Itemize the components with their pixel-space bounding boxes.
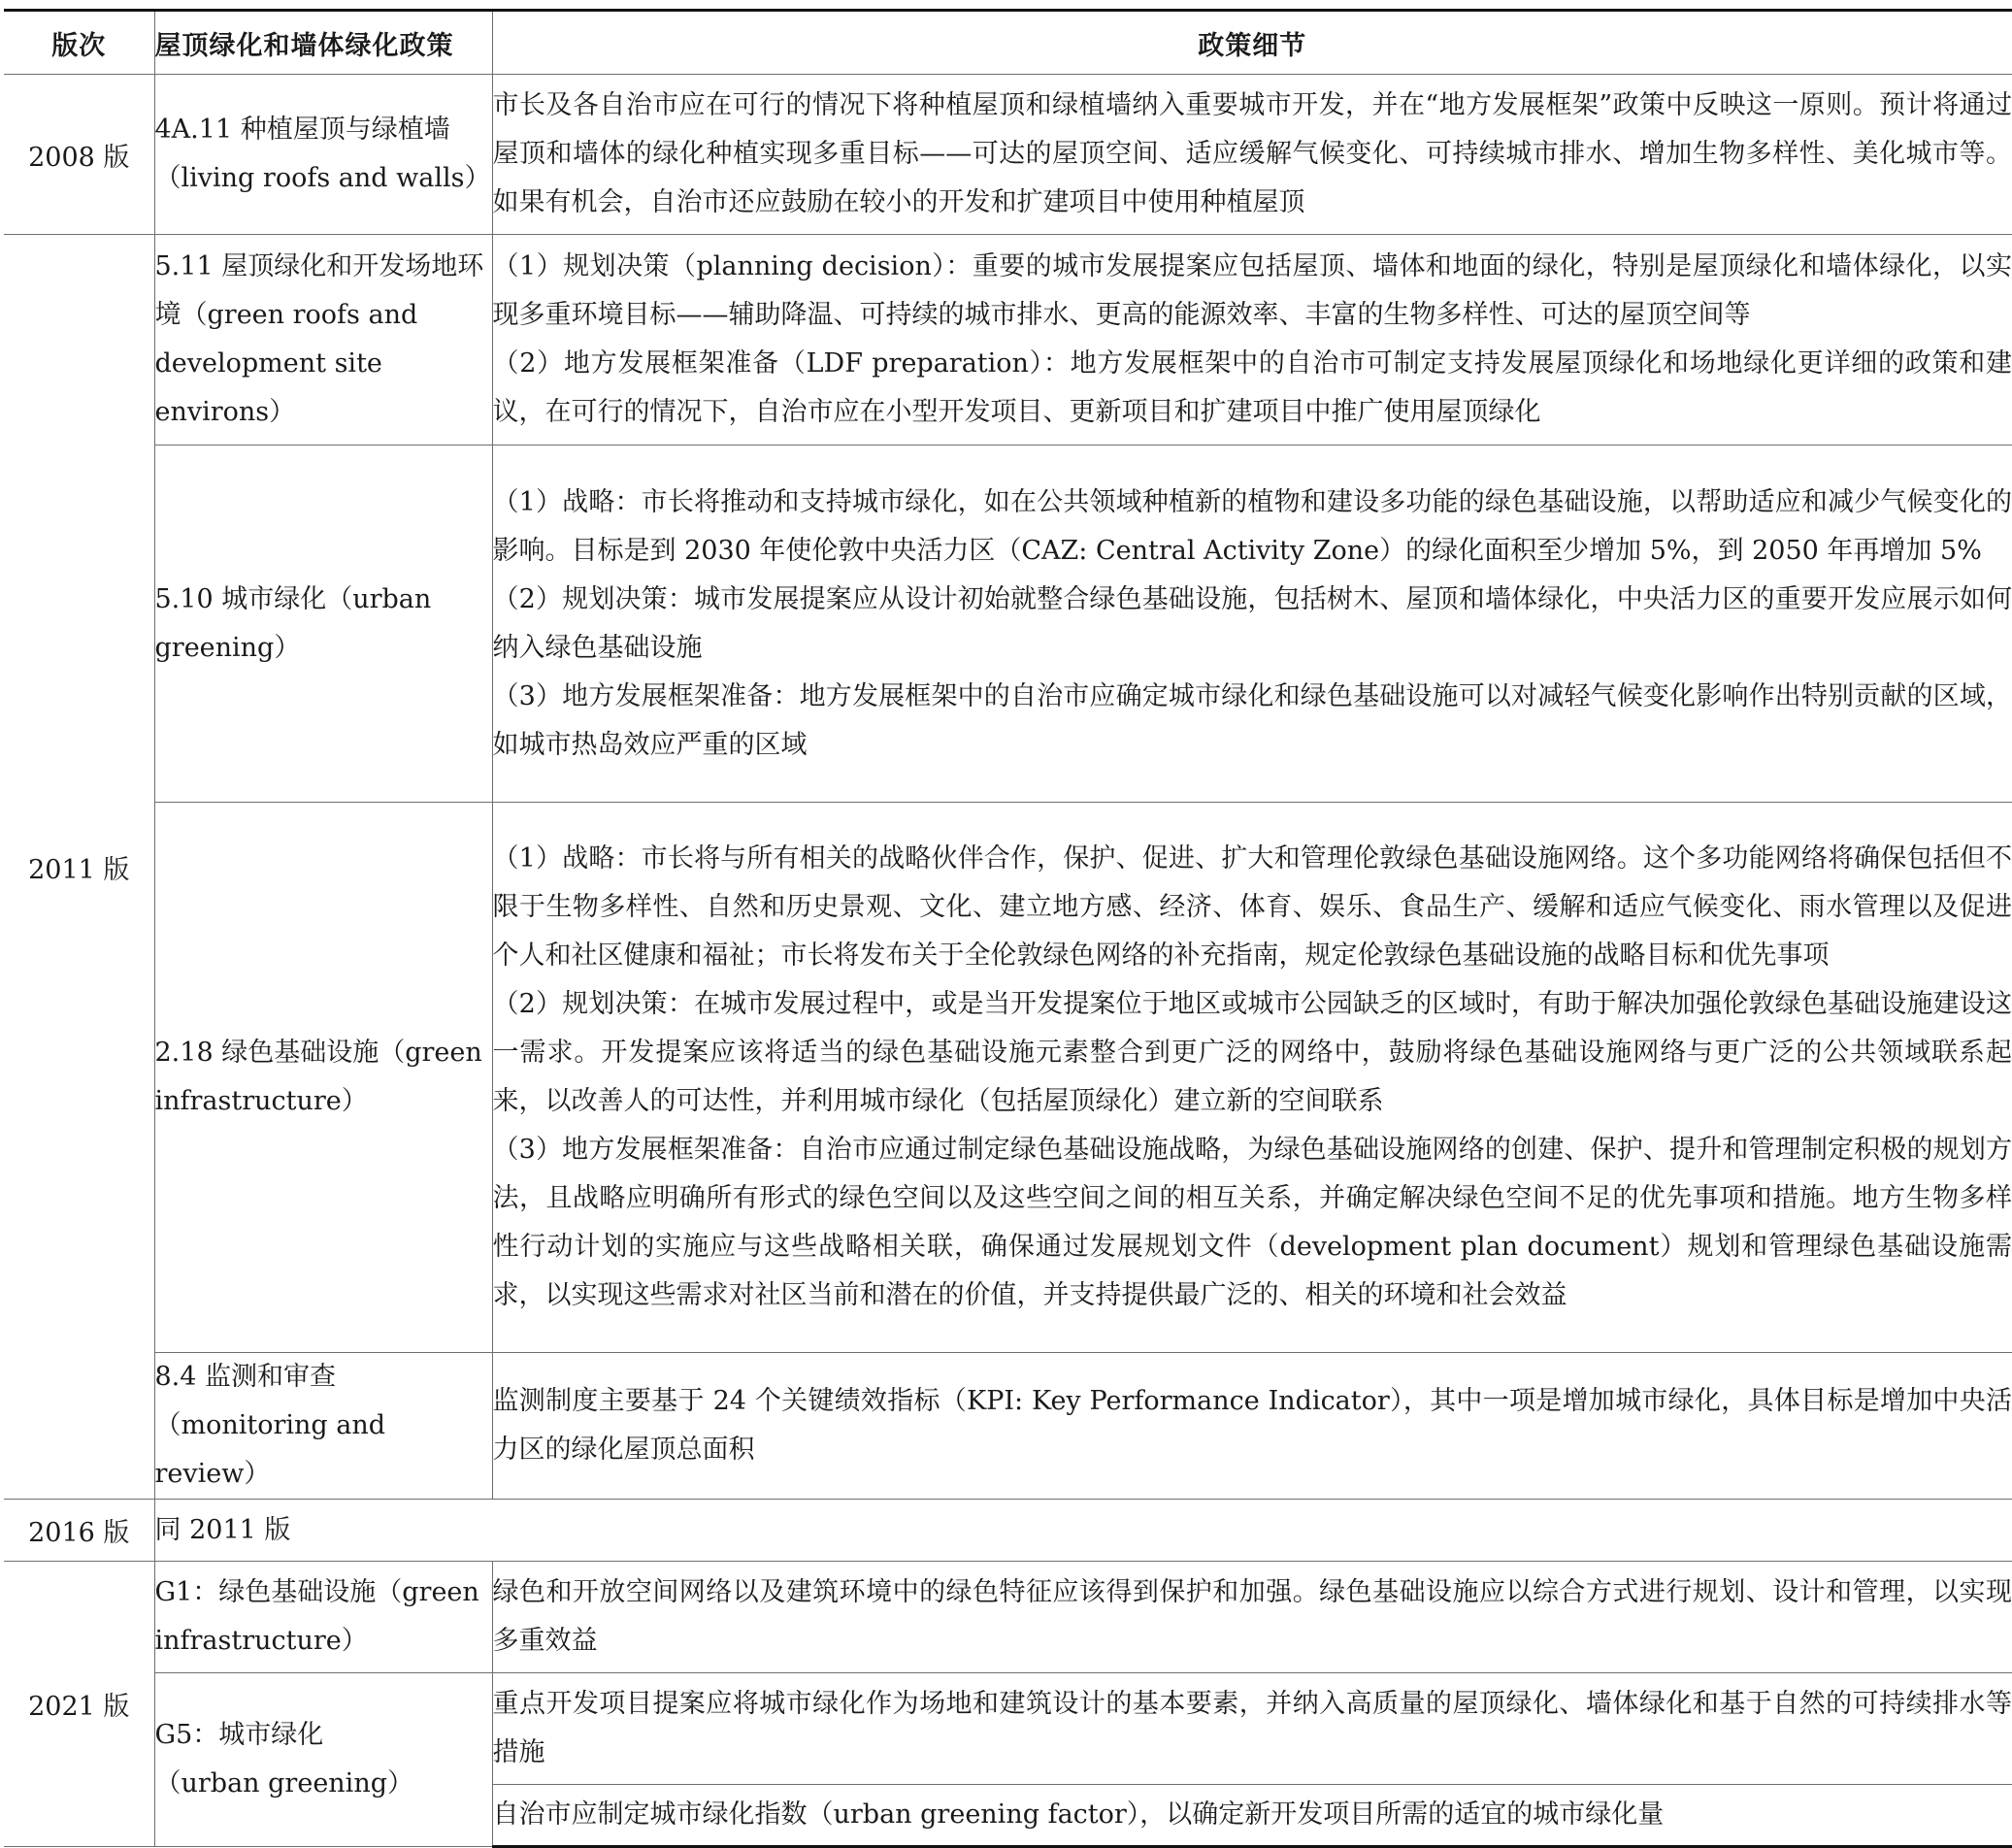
policy-title: 2.18 绿色基础设施 xyxy=(155,1038,379,1068)
detail-paragraph: （3）地方发展框架准备：地方发展框架中的自治市应确定城市绿化和绿色基础设施可以对减轻气候变化影响作出特别贡献的区域，如城市热岛效应严重的区域 xyxy=(493,673,2012,770)
policy-english: （living roofs and walls） xyxy=(155,154,492,203)
policy-title: 8.4 监测和审查 xyxy=(155,1362,337,1392)
detail-paragraph: 自治市应制定城市绿化指数（urban greening factor），以确定新开发项目所需的适宜的城市绿化量 xyxy=(493,1791,2012,1839)
policy-english: （green roofs and development site environs） xyxy=(155,300,418,427)
table-row xyxy=(4,75,2012,235)
detail-paragraph: （1）规划决策（planning decision）：重要的城市发展提案应包括屋顶、墙体和地面的绿化，特别是屋顶绿化和墙体绿化，以实现多重环境目标——辅助降温、可持续的城市排水、更高的能源效率、丰富的生物多样性、可达的屋顶空间等 xyxy=(493,243,2012,340)
policy-cell xyxy=(154,803,492,1353)
policy-title: 4A.11 种植屋顶与绿植墙 xyxy=(155,115,450,145)
policy-cell xyxy=(154,1353,492,1500)
detail-paragraph: （2）规划决策：城市发展提案应从设计初始就整合绿色基础设施，包括树木、屋顶和墙体绿化，中央活力区的重要开发应展示如何纳入绿色基础设施 xyxy=(493,576,2012,673)
table-row xyxy=(4,1562,2012,1673)
policy-table xyxy=(4,9,2012,1848)
policy-title: 5.11 屋顶绿化和开发场地环境 xyxy=(155,251,484,330)
policy-english: （green infrastructure） xyxy=(155,1577,479,1656)
detail-paragraph: 绿色和开放空间网络以及建筑环境中的绿色特征应该得到保护和加强。绿色基础设施应以综合方式进行规划、设计和管理，以实现多重效益 xyxy=(493,1568,2012,1666)
policy-title: G1：绿色基础设施 xyxy=(155,1577,377,1607)
policy-cell xyxy=(154,1673,492,1847)
detail-cell xyxy=(492,235,2012,446)
header-version: 版次 xyxy=(4,11,154,75)
table-row xyxy=(4,803,2012,1353)
version-cell-2021: 2021 版 xyxy=(4,1562,154,1847)
version-cell-2016: 2016 版 xyxy=(4,1500,154,1562)
detail-paragraph: （3）地方发展框架准备：自治市应通过制定绿色基础设施战略，为绿色基础设施网络的创建、保护、提升和管理制定积极的规划方法，且战略应明确所有形式的绿色空间以及这些空间之间的相互关系，并确定解决绿色空间不足的优先事项和措施。地方生物多样性行动计划的实施应与这些战略相关联，确保通过发展规划文件（development plan document）规划和管理绿色基础设施需求，以实现这些需求对社区当前和潜在的价值，并支持提供最广泛的、相关的环境和社会效益 xyxy=(493,1126,2012,1320)
policy-title: G5：城市绿化 xyxy=(155,1720,324,1750)
detail-paragraph: （1）战略：市长将推动和支持城市绿化，如在公共领域种植新的植物和建设多功能的绿色基础设施，以帮助适应和减少气候变化的影响。目标是到 2030 年使伦敦中央活力区（CAZ: Central Activity Zone）的绿化面积至少增加 5%，到 2050 年再增加 5% xyxy=(493,478,2012,576)
policy-cell xyxy=(154,75,492,235)
detail-paragraph: 监测制度主要基于 24 个关键绩效指标（KPI: Key Performance Indicator），其中一项是增加城市绿化，具体目标是增加中央活力区的绿化屋顶总面积 xyxy=(493,1377,2012,1474)
policy-english: （green infrastructure） xyxy=(155,1038,482,1116)
policy-english: （urban greening） xyxy=(155,584,432,663)
detail-paragraph: （1）战略：市长将与所有相关的战略伙伴合作，保护、促进、扩大和管理伦敦绿色基础设施网络。这个多功能网络将确保包括但不限于生物多样性、自然和历史景观、文化、建立地方感、经济、体育、娱乐、食品生产、缓解和适应气候变化、雨水管理以及促进个人和社区健康和福祉；市长将发布关于全伦敦绿色网络的补充指南，规定伦敦绿色基础设施的战略目标和优先事项 xyxy=(493,835,2012,980)
header-detail: 政策细节 xyxy=(492,11,2012,75)
version-cell-2011: 2011 版 xyxy=(4,235,154,1500)
detail-cell xyxy=(492,803,2012,1353)
policy-cell xyxy=(154,235,492,446)
table-row xyxy=(4,446,2012,803)
detail-paragraph: 市长及各自治市应在可行的情况下将种植屋顶和绿植墙纳入重要城市开发，并在“地方发展框架”政策中反映这一原则。预计将通过屋顶和墙体的绿化种植实现多重目标——可达的屋顶空间、适应缓解气候变化、可持续城市排水、增加生物多样性、美化城市等。如果有机会，自治市还应鼓励在较小的开发和扩建项目中使用种植屋顶 xyxy=(493,82,2012,227)
table-row xyxy=(4,1353,2012,1500)
detail-paragraph: （2）地方发展框架准备（LDF preparation）：地方发展框架中的自治市可制定支持发展屋顶绿化和场地绿化更详细的政策和建议，在可行的情况下，自治市应在小型开发项目、更新项目和扩建项目中推广使用屋顶绿化 xyxy=(493,340,2012,437)
table-row xyxy=(4,1500,2012,1562)
policy-title: 5.10 城市绿化 xyxy=(155,584,327,614)
detail-cell xyxy=(492,1562,2012,1673)
detail-cell xyxy=(492,75,2012,235)
policy-cell xyxy=(154,446,492,803)
policy-cell xyxy=(154,1562,492,1673)
detail-paragraph: 重点开发项目提案应将城市绿化作为场地和建筑设计的基本要素，并纳入高质量的屋顶绿化、墙体绿化和基于自然的可持续排水等措施 xyxy=(493,1680,2012,1777)
table-row xyxy=(4,1673,2012,1785)
version-cell-2008: 2008 版 xyxy=(4,75,154,235)
detail-cell xyxy=(492,1353,2012,1500)
same-as-2011-cell: 同 2011 版 xyxy=(154,1500,2012,1562)
header-policy: 屋顶绿化和墙体绿化政策 xyxy=(154,11,492,75)
detail-paragraph: （2）规划决策：在城市发展过程中，或是当开发提案位于地区或城市公园缺乏的区域时，有助于解决加强伦敦绿色基础设施建设这一需求。开发提案应该将适当的绿色基础设施元素整合到更广泛的网络中，鼓励将绿色基础设施网络与更广泛的公共领域联系起来，以改善人的可达性，并利用城市绿化（包括屋顶绿化）建立新的空间联系 xyxy=(493,980,2012,1126)
table-row xyxy=(4,235,2012,446)
table-header-row xyxy=(4,11,2012,75)
detail-cell xyxy=(492,446,2012,803)
policy-english: （urban greening） xyxy=(155,1760,492,1808)
detail-cell xyxy=(492,1785,2012,1847)
detail-cell xyxy=(492,1673,2012,1785)
policy-english: （monitoring and review） xyxy=(155,1410,386,1489)
